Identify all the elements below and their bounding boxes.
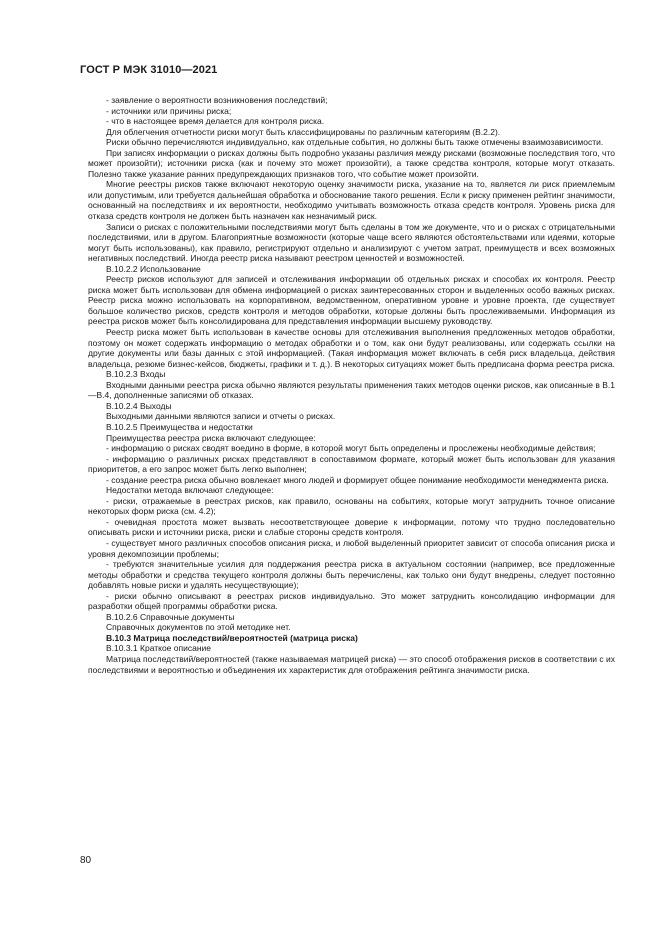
paragraph: - что в настоящее время делается для контроля риска. bbox=[106, 116, 325, 127]
paragraph: Реестр риска может быть использован в качестве основы для отслеживания выполнения предложенных методов обработки, поэтому он может содержать информацию о методах обработки и о том, как они будут реализованы, или содержать ссылки на другие документы или базы данных с этой информацией. (Такая информация может включать в себя риск владельца, действия владельца, резюме бизнес-кейсов, бюджеты, графики и т. д.). В некоторых ситуациях может быть предписана форма реестра риска. bbox=[88, 327, 615, 369]
section-heading: В.10.2.5 Преимущества и недостатки bbox=[106, 421, 253, 432]
paragraph: Реестр рисков используют для записей и отслеживания информации об отдельных рисках и способах их контроля. Реестр риска может быть использован для обмена информацией о рисках заинтересованных сторон и выделенных особо важных рисках. Реестр риска можно использовать на корпоративном, ведомственном, оперативном уровне и уровне проекта, где существует большое количество рисков, средств контроля и методов обработки, которые должны быть прослеживаемыми. Информация из реестра рисков может быть консолидирована для представления информации высшему руководству. bbox=[88, 274, 615, 327]
list-item: - очевидная простота может вызвать несоответствующее доверие к информации, потому что трудно последовательно описывать риски и источники риска, риски и слабые стороны средств контроля. bbox=[88, 516, 615, 538]
paragraph: - источники или причины риска; bbox=[106, 105, 232, 116]
paragraph: Матрица последствий/вероятностей (также называемая матрицей риска) — это способ отображения рисков в соответствии с их последствиями и вероятностью и объединения их характеристик для отображения рейтинга значимости риска. bbox=[88, 653, 615, 675]
list-item: - риски обычно описывают в реестрах рисков индивидуально. Это может затруднить консолидацию информации для разработки общей программы обработки риска. bbox=[88, 590, 615, 612]
list-item: - риски, отражаемые в реестрах рисков, как правило, основаны на событиях, которые могут затруднить точное описание некоторых форм риска (см. 4.2); bbox=[88, 495, 615, 517]
paragraph: Справочных документов по этой методике нет. bbox=[106, 622, 291, 633]
section-heading: В.10.2.4 Выходы bbox=[106, 400, 172, 411]
document-header: ГОСТ Р МЭК 31010—2021 bbox=[80, 64, 218, 76]
paragraph: Для облегчения отчетности риски могут быть классифицированы по различным категориям (В.2.2). bbox=[106, 126, 501, 137]
paragraph: Преимущества реестра риска включают следующее: bbox=[106, 432, 316, 443]
section-heading: В.10.2.6 Справочные документы bbox=[106, 611, 235, 622]
document-body bbox=[88, 95, 615, 675]
section-heading: В.10.2.2 Использование bbox=[106, 263, 201, 274]
paragraph: Многие реестры рисков также включают некоторую оценку значимости риска, указание на то, является ли риск приемлемым или допустимым, или требуется дальнейшая обработка и обоснование такого решения. Если к риску применен рейтинг значимости, основанный на последствиях и их вероятности, необходимо учитывать возможность отказа средств контроля. Уровень риска для отказа средств контроля не должен быть назначен как незначимый риск. bbox=[88, 179, 615, 222]
list-item: - требуются значительные усилия для поддержания реестра риска в актуальном состоянии (например, все предложенные методы обработки и средства текущего контроля должны быть перечислены, как только они будут внедрены, следует постоянно добавлять новые риски и удалять несуществующие); bbox=[88, 559, 615, 591]
paragraph: Риски обычно перечисляются индивидуально, как отдельные события, но должны быть также отмечены взаимозависимости. bbox=[106, 137, 604, 148]
list-item: - информацию о рисках сводят воедино в форме, в которой могут быть определены и прослежены необходимые действия; bbox=[106, 443, 596, 454]
list-item: - создание реестра риска обычно вовлекает много людей и формирует общее понимание необходимости менеджмента риска. bbox=[106, 474, 609, 485]
paragraph: Записи о рисках с положительными последствиями могут быть сделаны в том же документе, что и о рисках с отрицательными последствиями, или в другом. Благоприятные возможности (которые чаще всего являются обстоятельствами или идеями, которые могут быть использованы), как правило, регистрируют отдельно и анализируют с учетом затрат, преимуществ и всех возможных негативных последствий. Иногда реестр риска называют реестром ценностей и возможностей. bbox=[88, 221, 615, 264]
paragraph: Выходными данными являются записи и отчеты о рисках. bbox=[106, 411, 336, 422]
section-heading: В.10.2.3 Входы bbox=[106, 369, 166, 380]
section-heading: В.10.3.1 Краткое описание bbox=[106, 643, 211, 654]
bold-section-heading: В.10.3 Матрица последствий/вероятностей (матрица риска) bbox=[106, 632, 358, 643]
list-item: - существует много различных способов описания риска, и любой выделенный приоритет зависит от способа описания риска и уровня декомпозиции проблемы; bbox=[88, 537, 615, 559]
paragraph: Входными данными реестра риска обычно являются результаты применения таких методов оценки рисков, как описанные в В.1—В.4, дополненные записями об отказах. bbox=[88, 379, 615, 401]
page-number: 80 bbox=[80, 855, 92, 866]
document-page bbox=[80, 64, 615, 675]
paragraph: При записях информации о рисках должны быть подробно указаны различия между рисками (возможные последствия того, что может произойти); источники риска (как и почему это может произойти), а также средства контроля, которые могут отказать. Полезно также указание ранних предупреждающих признаков того, что событие может произойти. bbox=[88, 147, 615, 179]
paragraph: Недостатки метода включают следующее: bbox=[106, 485, 274, 496]
list-item: - информацию о различных рисках представляют в сопоставимом формате, который может быть использован для указания приоритетов, а его запрос может быть легко выполнен; bbox=[88, 453, 615, 475]
paragraph: - заявление о вероятности возникновения последствий; bbox=[106, 95, 328, 105]
